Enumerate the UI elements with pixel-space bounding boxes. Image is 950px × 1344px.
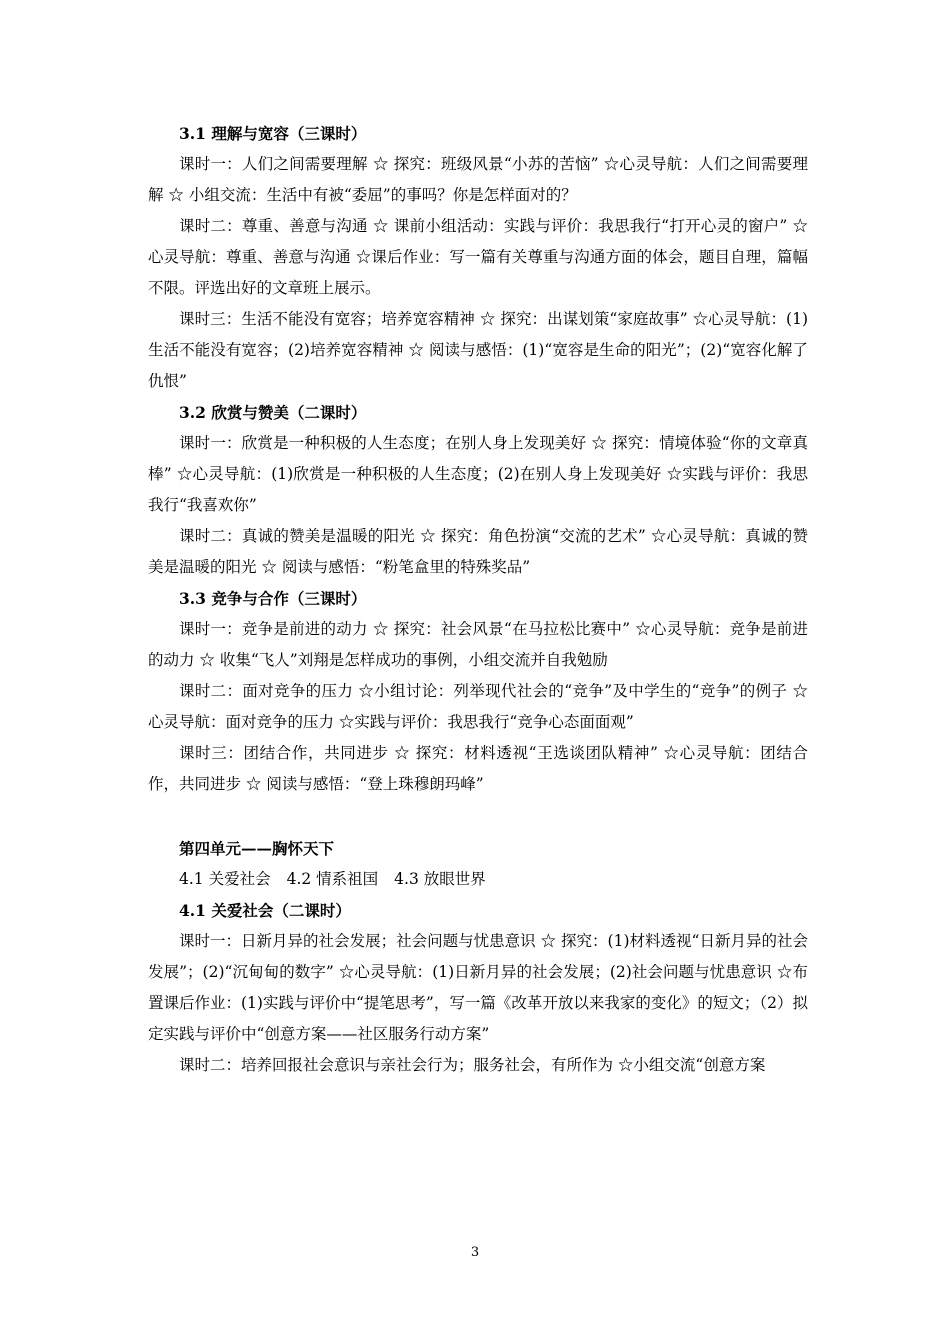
lesson-paragraph: 课时二：真诚的赞美是温暖的阳光 ☆ 探究：角色扮演“交流的艺术” ☆心灵导航：真诚的赞美是温暖的阳光 ☆ 阅读与感悟：“粉笔盒里的特殊奖品”	[148, 527, 808, 576]
section-heading-3-1: 3.1 理解与宽容（三课时）	[179, 124, 367, 143]
unit-topic: 4.2 情系祖国	[286, 870, 379, 888]
lesson-paragraph: 课时二：面对竞争的压力 ☆小组讨论：列举现代社会的“竞争”及中学生的“竞争”的例子 ☆ 心灵导航：面对竞争的压力 ☆实践与评价：我思我行“竞争心态面面观”	[148, 682, 808, 731]
unit-topic: 4.3 放眼世界	[394, 870, 486, 888]
lesson-paragraph: 课时一：日新月异的社会发展；社会问题与忧患意识 ☆ 探究：(1)材料透视“日新月异的社会发展”；(2)“沉甸甸的数字” ☆心灵导航：(1)日新月异的社会发展；(2)社会问题与忧患意识 ☆布置课后作业：(1)实践与评价中“提笔思考”，写一篇《改革开放以来我家的变化》的短文；（2）拟定实践与评价中“创意方案——社区服务行动方案”	[148, 932, 808, 1043]
lesson-paragraph: 课时二：培养回报社会意识与亲社会行为；服务社会，有所作为 ☆小组交流“创意方案	[179, 1056, 766, 1074]
lesson-paragraph: 课时一：人们之间需要理解 ☆ 探究：班级风景“小苏的苦恼” ☆心灵导航：人们之间需要理解 ☆ 小组交流：生活中有被“委屈”的事吗？你是怎样面对的？	[148, 155, 808, 204]
lesson-paragraph: 课时一：竞争是前进的动力 ☆ 探究：社会风景“在马拉松比赛中” ☆心灵导航：竞争是前进的动力 ☆ 收集“飞人”刘翔是怎样成功的事例，小组交流并自我勉励	[148, 620, 808, 669]
lesson-paragraph: 课时二：尊重、善意与沟通 ☆ 课前小组活动：实践与评价：我思我行“打开心灵的窗户” ☆心灵导航：尊重、善意与沟通 ☆课后作业：写一篇有关尊重与沟通方面的体会，题目自理，篇幅不限。评选出好的文章班上展示。	[148, 217, 808, 297]
lesson-paragraph: 课时一：欣赏是一种积极的人生态度；在别人身上发现美好 ☆ 探究：情境体验“你的文章真棒” ☆心灵导航：(1)欣赏是一种积极的人生态度；(2)在别人身上发现美好 ☆实践与评价：我思我行“我喜欢你”	[148, 434, 808, 514]
unit-heading: 第四单元——胸怀天下	[179, 839, 335, 858]
unit-topic-list	[148, 864, 808, 895]
lesson-paragraph: 课时三：团结合作，共同进步 ☆ 探究：材料透视“王选谈团队精神” ☆心灵导航：团结合作，共同进步 ☆ 阅读与感悟：“登上珠穆朗玛峰”	[148, 744, 808, 793]
page-number: 3	[470, 1245, 480, 1260]
section-spacer	[148, 800, 808, 833]
section-heading-3-2: 3.2 欣赏与赞美（二课时）	[179, 403, 367, 422]
section-heading-4-1: 4.1 关爱社会（二课时）	[179, 901, 351, 920]
unit-topic: 4.1 关爱社会	[179, 870, 271, 888]
page-body	[148, 118, 808, 1081]
section-heading-3-3: 3.3 竞争与合作（三课时）	[179, 589, 367, 608]
lesson-paragraph: 课时三：生活不能没有宽容；培养宽容精神 ☆ 探究：出谋划策“家庭故事” ☆心灵导航：(1)生活不能没有宽容；(2)培养宽容精神 ☆ 阅读与感悟：(1)“宽容是生命的阳光”；(2)“宽容化解了仇恨”	[148, 310, 808, 390]
